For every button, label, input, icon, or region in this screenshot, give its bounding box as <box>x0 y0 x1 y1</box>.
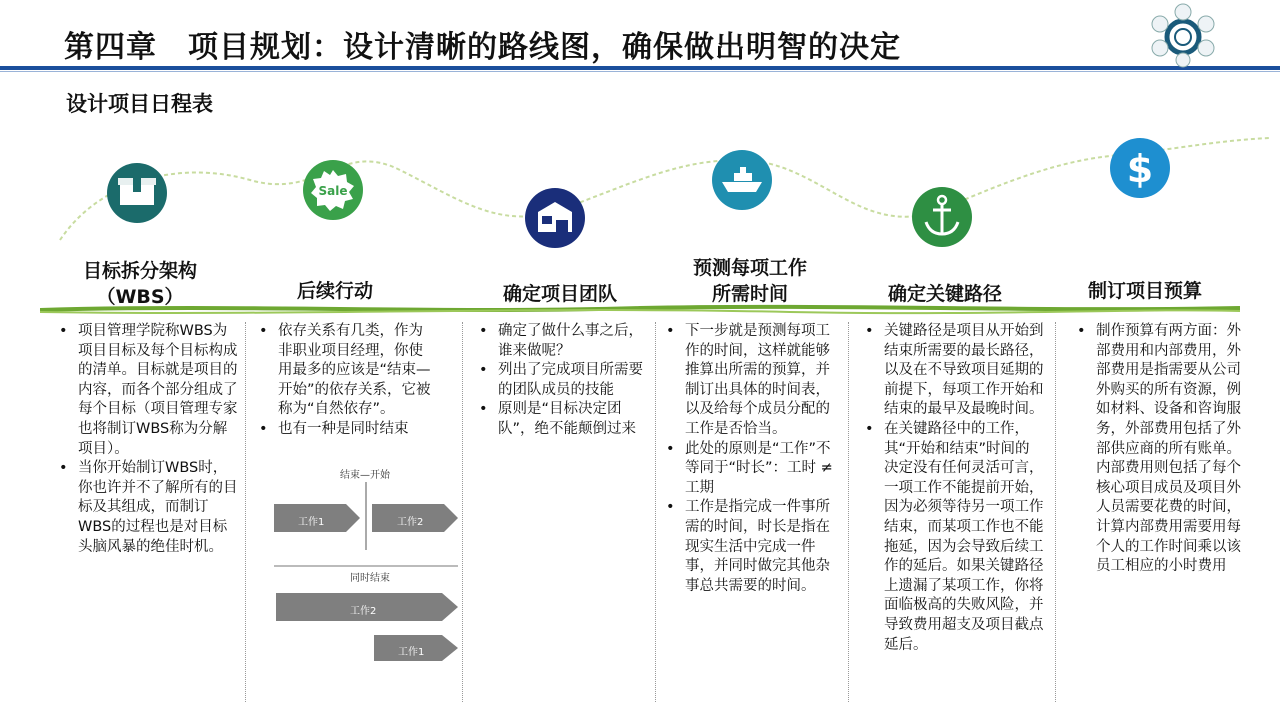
list-item: • 也有一种是同时结束 <box>278 420 433 440</box>
list-item: • 制作预算有两方面：外部费用和内部费用，外部费用是指需要从公司外购买的所有资源，例如材料、设备和咨询服务，外部费用包括了外部供应商的所有账单。内部费用则包括了每个核心项目成员及项目外人员需要花费的时间，计算内部费用需要用每个人的工作时间乘以该员工相应的小时费用 <box>1096 322 1254 577</box>
box-icon <box>107 163 167 223</box>
page-title: 第四章 项目规划：设计清晰的路线图，确保做出明智的决定 <box>64 30 901 65</box>
column-body-critical-path <box>864 322 1044 655</box>
grass-divider <box>40 298 1240 320</box>
column-title-line: 后续行动 <box>296 280 373 302</box>
list-item: • 在关键路径中的工作，其“开始和结束”时间的决定没有任何灵活可言，一项工作不能提前开始，因为必须等待另一项工作结束，而某项工作也不能拖延，因为会导致后续工作的延后。如果关键路径上遗漏了某项工作，你将面临极高的失败风险，并导致费用超支及项目截点延后。 <box>884 420 1044 655</box>
task2-label: 工作2 <box>397 517 424 528</box>
column-divider <box>848 322 849 702</box>
column-body-budget <box>1076 322 1254 577</box>
label-same-finish: 同时结束 <box>350 573 390 584</box>
task1-label: 工作1 <box>298 517 325 528</box>
list-item: • 项目管理学院称WBS为项目目标及每个目标构成的清单。目标就是项目的内容，而各个部分组成了每个目标（项目管理专家也将制订WBS称为分解项目）。 <box>78 322 238 459</box>
ship-icon <box>712 150 772 210</box>
column-title-line: 确定关键路径 <box>887 283 1002 305</box>
title-divider <box>0 66 1280 70</box>
column-body-wbs <box>58 322 238 557</box>
svg-text:Sale: Sale <box>318 184 348 198</box>
column-divider <box>245 322 246 702</box>
list-item: • 下一步就是预测每项工作的时间，这样就能够推算出所需的预算，并制订出具体的时间表，以及给每个成员分配的工作是否恰当。 <box>685 322 841 440</box>
list-item: • 确定了做什么事之后，谁来做呢？ <box>498 322 650 361</box>
column-divider <box>655 322 656 702</box>
title-divider-thin <box>0 71 1280 72</box>
dependency-arrows <box>270 460 470 670</box>
list-item: • 列出了完成项目所需要的团队成员的技能 <box>498 361 650 400</box>
column-title-line: 预测每项工作 <box>692 257 807 279</box>
column-title-line: 所需时间 <box>711 283 788 305</box>
task1-label: 工作1 <box>398 647 425 658</box>
column-body-team <box>478 322 650 440</box>
task2-label: 工作2 <box>350 606 377 617</box>
timeline-path <box>0 120 1280 260</box>
dependency-diagram <box>270 460 470 670</box>
sale-tag-icon <box>303 160 363 220</box>
column-title-line: 确定项目团队 <box>502 283 617 305</box>
column-divider <box>1055 322 1056 702</box>
list-item: • 依存关系有几类，作为非职业项目经理，你使用最多的应该是“结束—开始”的依存关系，它被称为“自然依存”。 <box>278 322 433 420</box>
list-item: • 关键路径是项目从开始到结束所需要的最长路径，以及在不导致项目延期的前提下，每项工作开始和结束的最早及最晚时间。 <box>884 322 1044 420</box>
column-body-time-estimate <box>665 322 841 596</box>
list-item: • 此处的原则是“工作”不等同于“时长”：工时 ≠ 工期 <box>685 440 841 499</box>
svg-text:$: $ <box>1126 147 1154 191</box>
list-item: • 工作是指完成一件事所需的时间，时长是指在现实生活中完成一件事，并同时做完其他杂事总共需要的时间。 <box>685 498 841 596</box>
column-title-line: （WBS） <box>96 286 184 308</box>
anchor-icon <box>912 187 972 247</box>
warehouse-icon <box>525 188 585 248</box>
list-item: • 原则是“目标决定团队”，绝不能颠倒过来 <box>498 400 650 439</box>
label-finish-start: 结束—开始 <box>340 470 390 481</box>
company-logo <box>1146 2 1220 68</box>
section-subtitle: 设计项目日程表 <box>66 92 213 116</box>
list-item: • 当你开始制订WBS时，你也许并不了解所有的目标及其组成，而制订WBS的过程也是对目标头脑风暴的绝佳时机。 <box>78 459 238 557</box>
dollar-icon <box>1110 138 1170 198</box>
column-body-followup <box>258 322 433 440</box>
column-title-line: 制订项目预算 <box>1087 280 1202 302</box>
column-title-line: 目标拆分架构 <box>82 260 197 282</box>
